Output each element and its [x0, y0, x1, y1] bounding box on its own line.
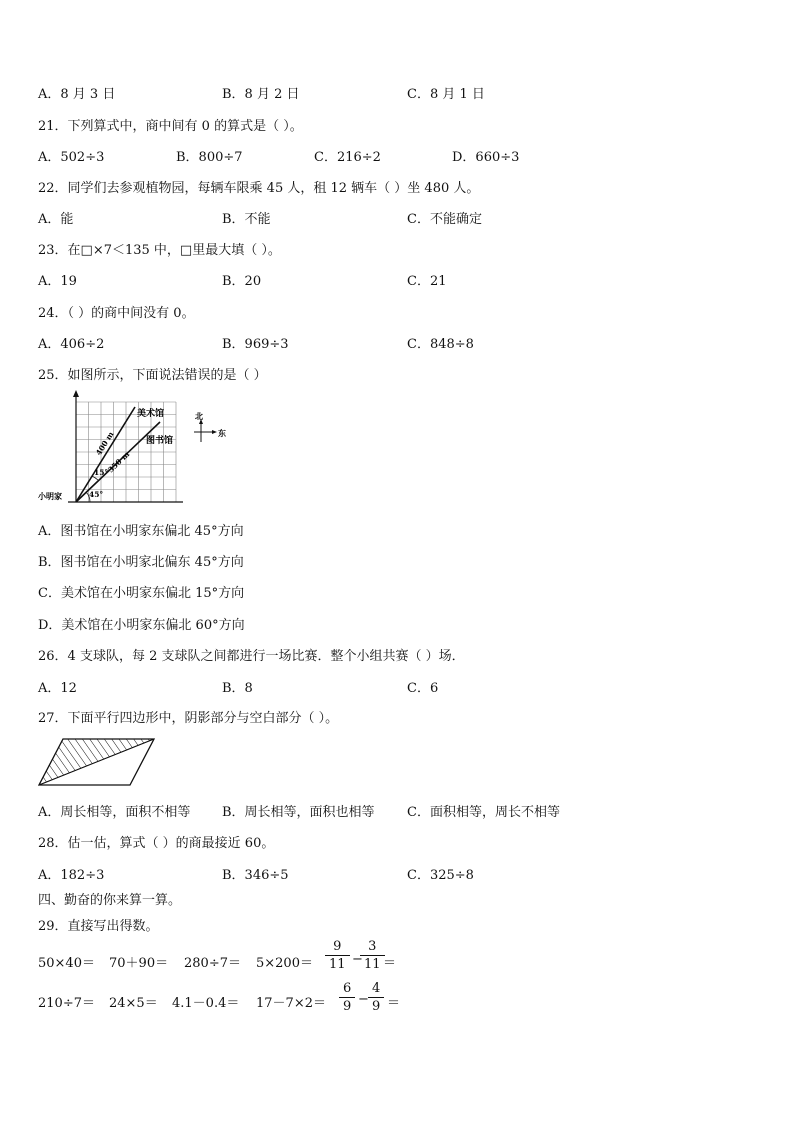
q21-option-a: A．502÷3 [38, 150, 105, 165]
label-dist-art: 400 m [94, 430, 116, 458]
label-angle-45: 45° [89, 490, 104, 499]
q25-option-c: C．美术馆在小明家东偏北 15°方向 [38, 586, 245, 601]
calc-1: 50×40＝ [38, 956, 95, 971]
calc-4: 5×200＝ [256, 956, 313, 971]
q23-option-a: A．19 [38, 274, 77, 289]
q20-option-a: A．8 月 3 日 [38, 87, 116, 102]
label-library: 图书馆 [146, 436, 174, 446]
label-angle-15: 15° [94, 468, 109, 477]
north-arrowhead [73, 390, 79, 397]
q21-stem: 21．下列算式中，商中间有 0 的算式是（ ）。 [38, 119, 303, 134]
compass-north-label: 北 [195, 411, 203, 421]
compass-rose [194, 411, 226, 442]
q25-option-a: A．图书馆在小明家东偏北 45°方向 [38, 524, 244, 539]
q24-option-c: C．848÷8 [407, 337, 474, 352]
q21-option-d: D．660÷3 [452, 150, 520, 165]
q23-option-b: B．20 [222, 274, 262, 289]
q28-option-a: A．182÷3 [38, 868, 105, 883]
q28-option-b: B．346÷5 [222, 868, 289, 883]
label-home: 小明家 [38, 491, 62, 501]
calc-2: 70＋90＝ [109, 956, 169, 971]
q23-stem: 23．在□×7＜135 中，□里最大填（ ）。 [38, 243, 281, 258]
q23-option-c: C．21 [407, 274, 447, 289]
q21-option-c: C．216÷2 [314, 150, 381, 165]
fraction-3-11: 3 11 [362, 940, 383, 971]
q26-option-a: A．12 [38, 681, 77, 696]
fraction-9-11: 9 11 [327, 940, 348, 971]
q22-option-b: B．不能 [222, 212, 271, 227]
q27-option-a: A．周长相等，面积不相等 [38, 805, 191, 820]
calc-3: 280÷7＝ [184, 956, 241, 971]
equals-sign: ＝ [383, 956, 397, 971]
equals-sign-2: ＝ [387, 996, 401, 1011]
q22-stem: 22．同学们去参观植物园，每辆车限乘 45 人，租 12 辆车（ ）坐 480 人。 [38, 181, 480, 196]
label-art-gallery: 美术馆 [137, 409, 165, 419]
calc-6: 24×5＝ [109, 996, 158, 1011]
minus-sign: − [352, 952, 363, 967]
q29-stem: 29．直接写出得数。 [38, 919, 159, 934]
q25-stem: 25．如图所示，下面说法错误的是（ ） [38, 368, 267, 383]
q25-option-d: D．美术馆在小明家东偏北 60°方向 [38, 618, 245, 633]
q27-stem: 27．下面平行四边形中，阴影部分与空白部分（ ）。 [38, 711, 339, 726]
compass-east-label: 东 [218, 428, 226, 438]
q25-option-b: B．图书馆在小明家北偏东 45°方向 [38, 555, 244, 570]
q25-direction-diagram [38, 390, 238, 510]
q27-parallelogram-figure [36, 736, 158, 788]
calc-8: 17－7×2＝ [256, 996, 326, 1011]
q26-option-c: C．6 [407, 681, 439, 696]
fraction-6-9: 6 9 [341, 982, 353, 1013]
q22-option-a: A．能 [38, 212, 74, 227]
label-dist-library: 350 m [106, 449, 132, 475]
section-4-heading: 四、勤奋的你来算一算。 [38, 893, 182, 908]
calc-7: 4.1－0.4＝ [172, 996, 240, 1011]
q22-option-c: C．不能确定 [407, 212, 482, 227]
q20-option-c: C．8 月 1 日 [407, 87, 485, 102]
calc-5: 210÷7＝ [38, 996, 95, 1011]
q20-option-b: B．8 月 2 日 [222, 87, 300, 102]
q28-option-c: C．325÷8 [407, 868, 474, 883]
q27-option-b: B．周长相等，面积也相等 [222, 805, 375, 820]
q26-option-b: B．8 [222, 681, 253, 696]
q24-option-a: A．406÷2 [38, 337, 105, 352]
fraction-4-9: 4 9 [370, 982, 382, 1013]
minus-sign-2: − [358, 992, 369, 1007]
q27-option-c: C．面积相等，周长不相等 [407, 805, 560, 820]
q24-stem: 24．（ ）的商中间没有 0。 [38, 306, 195, 321]
q24-option-b: B．969÷3 [222, 337, 289, 352]
q26-stem: 26．4 支球队，每 2 支球队之间都进行一场比赛．整个小组共赛（ ）场． [38, 649, 465, 664]
q21-option-b: B．800÷7 [176, 150, 243, 165]
q28-stem: 28．估一估，算式（ ）的商最接近 60。 [38, 836, 275, 851]
